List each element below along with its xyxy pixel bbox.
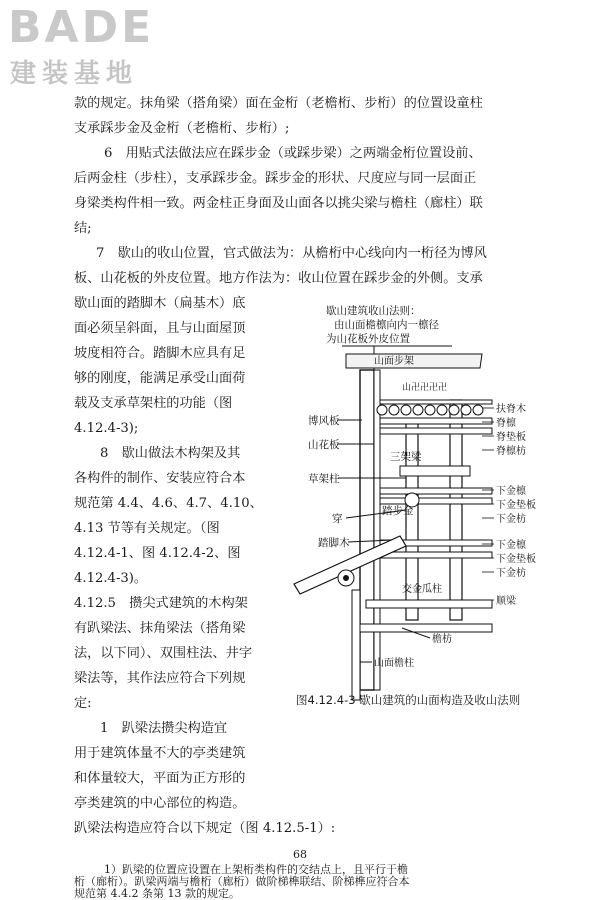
label-bo-feng-ban: 博风板 [308,415,340,427]
text-line: 款的规定。抹角梁（搭角梁）面在金桁（老檐桁、步桁）的位置设童柱 [74,96,483,111]
logo-subtitle: 建装基地 [10,59,139,89]
figure-title-line: 由山面檐檩向内一檩径 [334,319,439,331]
text-line: 4.12.4-1、图 4.12.4-2、图 [74,546,241,561]
roof-band [346,354,482,368]
text-line: 身梁类构件相一致。两金柱正身面及山面各以挑尖梁与檐柱（廊柱）联 [74,196,483,211]
text-line: 定: [74,696,92,711]
text-line: 后两金柱（步柱），支承踩步金。踩步金的形状、尺度应与同一层面正 [74,171,477,186]
label-jiao-jin-gua-zhu: 交金瓜柱 [402,584,442,595]
label-xia-jin-fang-2: 下金枋 [496,568,526,579]
figure-title-line: 为山花板外皮位置 [326,333,410,345]
san-jia-liang-beam [400,466,470,476]
shan-mian-yan-zhu-post [352,590,360,700]
text-line: 各构件的制作、安装应符合本 [74,471,246,486]
purlin-row [377,405,483,415]
text-line: 规范第 4.4.2 条第 13 款的规定。 [74,887,240,900]
logo-brand: BADE [8,2,155,53]
label-shan-mian-bu-jia: 山面步架 [374,356,414,367]
label-ji-dian-ban: 脊垫板 [496,432,526,443]
text-line: 够的刚度，能满足承受山面荷 [74,371,246,386]
structural-figure [282,290,558,722]
text-line: 6 用贴式法做法应在踩步金（或踩步梁）之两端金桁位置设前、 [104,146,482,161]
text-line: 面必须呈斜面，且与山面屋顶 [74,321,246,336]
text-line: 歇山面的踏脚木（扁基木）底 [74,296,246,311]
figure-caption: 图4.12.4-3 歇山建筑的山面构造及收山法则 [296,693,521,707]
fu-ji-mu-beam [380,400,492,404]
label-shun-liang: 顺梁 [496,596,516,607]
shun-liang-beam [366,600,492,608]
figure-title-line: 歇山建筑收山法则： [326,305,421,317]
text-line: 8 歇山做法木构架及其 [100,446,241,461]
label-xia-jin-dian-ban-2: 下金垫板 [496,554,536,565]
bo-feng-ban-board [360,370,374,690]
label-ji-heng: 脊檩 [496,418,516,429]
text-line: 板、山花板的外皮位置。地方作法为：收山位置在踩步金的外侧。支承 [74,271,483,286]
text-line: 载及支承草架柱的功能（图 [74,396,233,411]
label-ta-bu-jin: 踏步金 [382,505,414,517]
text-line: 4.12.4-3)。 [74,571,148,586]
text-line: 1）趴梁的位置应设置在上架桁类构件的交结点上，且平行于檐 [104,863,408,876]
xia-jin-dian-beam-2 [380,552,492,558]
label-shan-hua-ban: 山花板 [308,439,340,451]
yan-fang-beam [352,624,492,632]
text-line: 有趴梁法、抹角梁法（搭角梁 [74,621,246,636]
shan-hua-ban-board [374,370,380,690]
label-xia-jin-dian-ban: 下金垫板 [496,500,536,511]
label-xia-jin-lin-2: 下金檩 [496,540,526,551]
label-xia-jin-heng: 下金檩 [496,486,526,497]
text-line: 4.12.5 攒尖式建筑的木构架 [74,596,248,611]
page-number: 68 [293,848,307,861]
xia-jin-beam [380,488,492,494]
ji-dian-beam [380,428,492,434]
text-line: 坡度相符合。踏脚木应具有足 [74,346,246,361]
text-line: 规范第 4.4、4.6、4.7、4.10、 [74,496,263,511]
text-line: 支承踩步金及金桁（老檐桁、步桁）; [74,121,290,136]
text-line: 7 歇山的收山位置，官式做法为：从檐桁中心线向内一桁径为博风 [96,246,487,261]
text-line: 4.12.4-3); [74,421,139,436]
xia-jin-dian-beam [380,498,492,504]
text-line: 1 趴梁法攒尖构造宜 [100,721,228,736]
label-ji-lin-fang: 脊檩枋 [496,446,526,457]
text-line: 法，以下同）、双围柱法、井字 [74,646,253,661]
ji-beam [380,418,492,424]
label-yan-fang: 檐枋 [432,634,452,645]
label-shan-ding: 山卍卍卍卍 [402,383,448,393]
text-line: 和体量较大，平面为正方形的 [74,771,246,786]
text-line: 趴梁法构造应符合以下规定（图 4.12.5-1）: [74,821,336,836]
label-chuan: 穿 [332,513,343,525]
label-cao-jia-zhu: 草架柱 [308,473,340,485]
text-line: 用于建筑体量不大的亭类建筑 [74,746,246,761]
label-xia-jin-fang: 下金枋 [496,514,526,525]
leader-lines [482,408,494,600]
label-san-jia-liang: 三架梁 [390,451,422,463]
text-line: 亭类建筑的中心部位的构造。 [74,796,246,811]
logo [8,4,178,96]
label-shan-mian-yan-zhu: 山面檐柱 [374,658,414,669]
text-line: 4.13 节等有关规定。（图 [74,521,220,536]
text-line: 桁（廊桁）。趴梁两端与檐桁（廊桁）做阶梯榫联结、阶梯榫应符合本 [74,875,410,888]
text-line: 梁法等，其作法应符合下列规 [74,671,246,686]
label-fu-ji-mu: 扶脊木 [496,404,526,415]
text-line: 结; [74,221,92,236]
label-ta-jiao-mu: 踏脚木 [318,537,350,549]
